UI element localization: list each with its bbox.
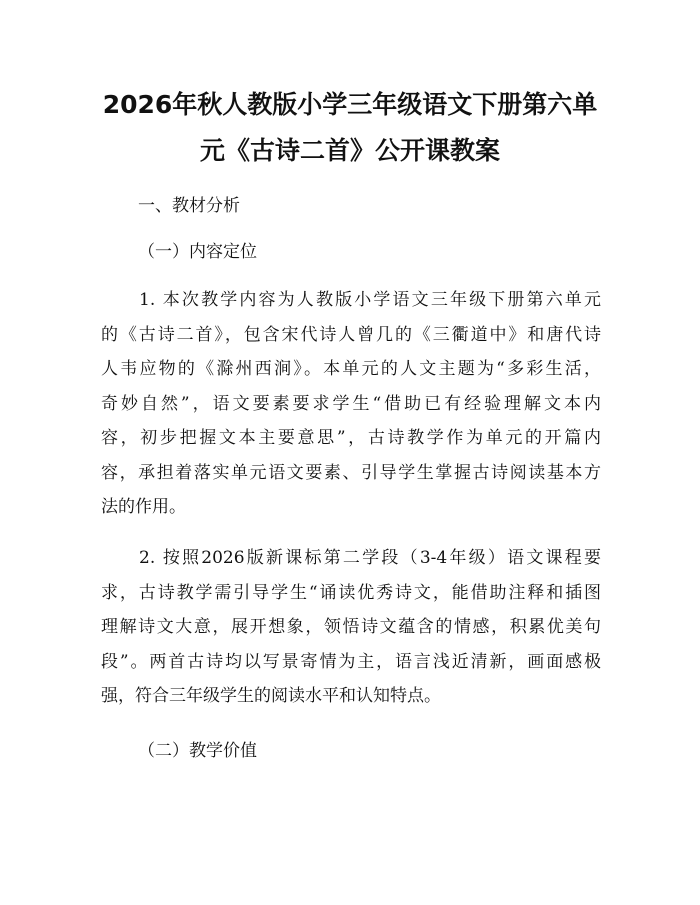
paragraph-2-line: 段”。两首古诗均以写景寄情为主，语言浅近清新，画面感极: [101, 651, 601, 672]
section-heading-teaching-material-analysis: 一、教材分析: [138, 196, 240, 216]
subsection-heading-teaching-value: （二）教学价值: [138, 741, 257, 761]
document-title-line-2: 元《古诗二首》公开课教案: [199, 136, 500, 165]
paragraph-2: [101, 541, 601, 714]
paragraph-2-line: 强，符合三年级学生的阅读水平和认知特点。: [101, 686, 441, 706]
paragraph-2-line: 求，古诗教学需引导学生“诵读优秀诗文，能借助注释和插图: [101, 582, 601, 603]
paragraph-2-line: 2. 按照2026版新课标第二学段（3-4年级）语文课程要: [139, 548, 601, 568]
paragraph-1-line: 奇妙自然”，语文要素要求学生“借助已有经验理解文本内: [101, 393, 601, 414]
paragraph-1-line: 的《古诗二首》，包含宋代诗人曾几的《三衢道中》和唐代诗: [101, 324, 601, 345]
paragraph-1-line: 容，初步把握文本主要意思”，古诗教学作为单元的开篇内: [101, 428, 601, 448]
paragraph-1-line: 法的作用。: [101, 497, 186, 517]
paragraph-1-line: 人韦应物的《滁州西涧》。本单元的人文主题为“多彩生活，: [101, 359, 601, 379]
paragraph-1-line: 1. 本次教学内容为人教版小学语文三年级下册第六单元: [139, 290, 601, 310]
paragraph-2-line: 理解诗文大意，展开想象，领悟诗文蕴含的情感，积累优美句: [101, 617, 601, 637]
paragraph-1: [101, 283, 601, 525]
subsection-heading-content-positioning: （一）内容定位: [138, 242, 257, 262]
document-title-line-1: 2026年秋人教版小学三年级语文下册第六单: [102, 90, 598, 119]
paragraph-1-line: 容，承担着落实单元语文要素、引导学生掌握古诗阅读基本方: [101, 462, 601, 483]
